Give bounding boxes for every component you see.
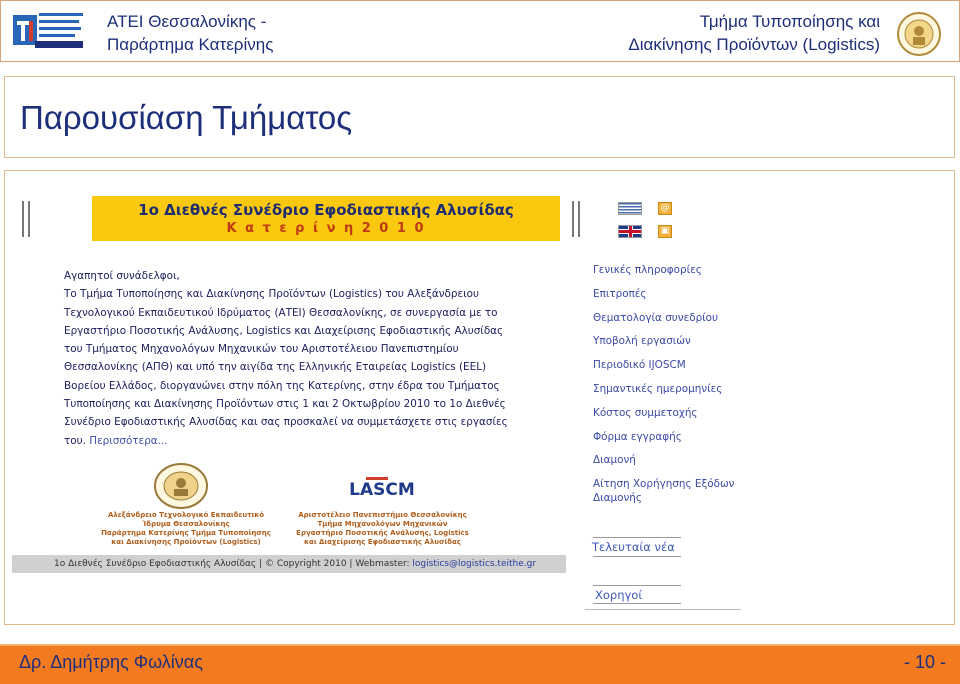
menu-item-general-info[interactable]: Γενικές πληροφορίες [593,264,702,276]
menu-item-submission[interactable]: Υποβολή εργασιών [593,335,691,348]
menu-item-committees[interactable]: Επιτροπές [593,287,647,300]
header-department-line2: Διακίνησης Προϊόντων (Logistics) [628,35,880,54]
header-department [628,10,880,56]
divider-left [22,201,24,237]
news-rule-bottom [593,556,681,557]
banner-title: 1ο Διεθνές Συνέδριο Εφοδιαστικής Αλυσίδας [138,201,514,219]
latest-news-heading[interactable]: Τελευταία νέα [592,540,675,554]
org-line: και Διακίνησης Προϊόντων (Logistics) [111,538,261,546]
atei-seal-icon [153,462,209,510]
org-line: Ίδρυμα Θεσσαλονίκης [142,520,230,528]
letter-line: του Τμήματος Μηχανολόγων Μηχανικών του Αριστοτέλειου Πανεπιστημίου [64,343,459,356]
letter-line-last [64,432,524,450]
menu-item-accommodation-grant[interactable]: Αίτηση Χορήγησης Εξόδων Διαμονής [593,478,735,505]
banner-subtitle: Κ α τ ε ρ ί ν η 2 0 1 0 [226,221,426,236]
auth-org-text [295,511,470,547]
menu-item-fees[interactable]: Κόστος συμμετοχής [593,406,698,419]
divider-right [578,201,580,237]
greek-flag-icon[interactable] [618,202,642,215]
sponsors-rule-top [593,585,681,586]
institution-logo-icon [11,9,85,51]
letter-line: Θεσσαλονίκης (ΑΠΘ) και υπό την αιγίδα της Ελληνικής Εταιρείας Logistics (EEL) [64,361,487,374]
english-flag-icon[interactable] [618,225,642,238]
letter-line: Το Τμήμα Τυποποίησης και Διακίνησης Προϊόντων (Logistics) του Αλεξάνδρειου [64,288,480,301]
letter-line: Βορείου Ελλάδος, διοργανώνει στην πόλη της Κατερίνης, στην έδρα του Τμήματος [64,379,500,392]
header-department-line1: Τμήμα Τυποποίησης και [699,12,880,31]
page-number: - 10 - [903,652,946,672]
website-page [5,171,955,625]
header-institution-line2: Παράρτημα Κατερίνης [107,35,274,54]
menu-item-dates[interactable]: Σημαντικές ημερομηνίες [593,382,723,395]
letter-line: Συνέδριο Εφοδιαστικής Αλυσίδας και σας προσκαλεί να συμμετάσχετε στις εργασίες [64,416,508,429]
menu-item-accommodation[interactable]: Διαμονή [593,454,636,467]
title-box [4,76,955,158]
sponsors-rule-bottom [593,603,681,604]
lascm-logo-text: LASCM [349,480,415,500]
header-institution-line1: ΑΤΕΙ Θεσσαλονίκης - [107,12,267,31]
divider-left [28,201,30,237]
webmaster-email-link[interactable]: logistics@logistics.teithe.gr [412,559,537,569]
news-rule-top [593,537,681,538]
author-name: Δρ. Δημήτρης Φωλίνας [19,652,203,672]
slide-header [0,0,960,62]
letter-last-text: του. [64,434,86,447]
website-screenshot [4,170,955,625]
lock-icon[interactable]: ▣ [658,225,672,238]
letter-line: Αγαπητοί συνάδελφοι, [64,270,180,282]
conference-banner [92,196,560,241]
page-title: Παρουσίαση Τμήματος [20,99,353,136]
more-link[interactable]: Περισσότερα... [89,434,168,447]
divider-right [572,201,574,237]
letter-line: Εργαστήριο Ποσοτικής Ανάλυσης, Logistics και Διαχείρισης Εφοδιαστικής Αλυσίδας [64,324,504,337]
org-line: και Διαχείρισης Εφοδιαστικής Αλυσίδας [304,538,461,546]
org-line: Αλεξάνδρειο Τεχνολογικό Εκπαιδευτικό [107,511,265,519]
lascm-logo-icon [340,476,424,501]
letter-line: Τεχνολογικού Εκπαιδευτικού Ιδρύματος (ΑΤΕΙ) Θεσσαλονίκης, σε συνεργασία με το [64,306,498,319]
email-icon[interactable]: @ [658,202,672,215]
footer-text: 1ο Διεθνές Συνέδριο Εφοδιαστικής Αλυσίδας | © Copyright 2010 | Webmaster: [54,559,413,569]
org-line: Εργαστήριο Ποσοτικής Ανάλυσης, Logistics [296,529,469,537]
letter-line: Τυποποίησης και Διακίνησης Προϊόντων στις 1 και 2 Οκτωβρίου 2010 το 1ο Διεθνές [64,398,506,411]
sponsors-heading[interactable]: Χορηγοί [595,588,643,602]
org-line: Τμήμα Μηχανολόγων Μηχανικών [317,520,448,528]
org-line: Παράρτημα Κατερίνης Τμήμα Τυποποίησης [101,529,271,537]
university-seal-icon [895,11,943,57]
slide-footer [0,644,960,684]
invitation-letter [64,267,524,450]
org-line: Αριστοτέλειο Πανεπιστήμιο Θεσσαλονίκης [298,511,467,519]
atei-org-text [101,511,271,547]
sidebar-bottom-rule [585,609,741,610]
menu-item-journal[interactable]: Περιοδικό IJOSCM [593,359,686,372]
website-footer [12,555,566,573]
conference-menu [593,263,763,515]
menu-item-registration[interactable]: Φόρμα εγγραφής [593,430,682,443]
menu-item-topics[interactable]: Θεματολογία συνεδρίου [593,311,719,324]
header-institution [107,10,273,56]
